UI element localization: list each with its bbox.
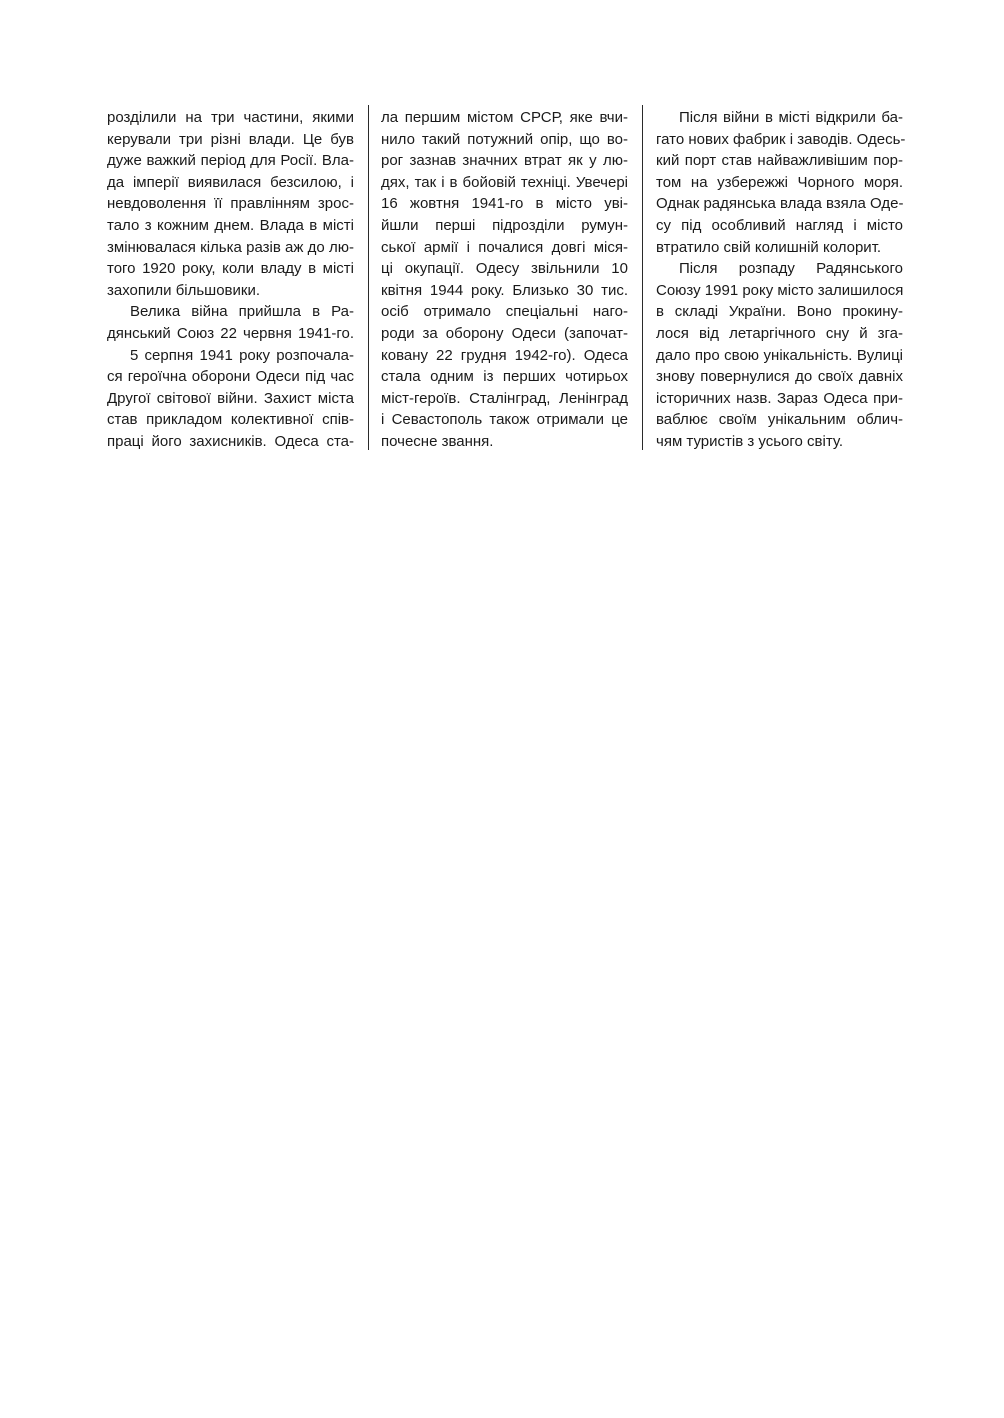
text-line: стала одним із перших чотирьох [381,368,628,386]
text-line: Однак радянська влада взяла Оде- [656,195,904,213]
text-line: да імперії виявилася безсилою, і [107,173,354,191]
text-line: тало з кожним днем. Влада в місті [107,216,354,234]
text-column-2 [381,107,628,453]
text-line: захопили більшовики. [107,281,261,299]
text-line: того 1920 року, коли владу в місті [107,260,354,278]
text-line: су під особливий нагляд і місто [656,216,903,234]
text-line: ської армії і почалися довгі міся- [381,238,628,256]
text-line: чям туристів з усього світу. [656,432,844,450]
text-line: міст-героїв. Сталінград, Ленінград [381,389,628,407]
text-line: осіб отримало спеціальні наго- [381,303,628,321]
text-line: рог зазнав значних втрат як у лю- [381,152,628,170]
text-line: квітня 1944 року. Близько 30 тис. [381,281,628,299]
text-line: ся героїчна оборони Одеси під час [107,368,354,386]
text-line: ла першим містом СРСР, яке вчи- [381,109,628,126]
text-line: Другої світової війни. Захист міста [107,389,354,407]
text-line: дях, так і в бойовій техніці. Увечері [381,173,628,191]
text-line: невдоволення її правлінням зрос- [107,195,354,213]
text-line: гато нових фабрик і заводів. Одесь- [656,130,906,148]
paragraph-start-line: 5 серпня 1941 року розпочала- [130,346,354,364]
text-line: історичних назв. Зараз Одеса при- [656,389,903,407]
text-column-1 [107,107,354,453]
text-line: керували три різні влади. Це був [107,130,354,148]
text-line: кий порт став найважливішим пор- [656,152,903,170]
text-line: в складі України. Воно прокину- [656,303,903,321]
text-line: змінювалася кілька разів аж до лю- [107,238,354,256]
text-line: знову повернулися до своїх давніх [656,368,903,386]
text-line: дуже важкий період для Росії. Вла- [107,152,354,170]
text-line: лося від летаргічного сну й зга- [656,324,903,342]
text-line: дянський Союз 22 червня 1941-го. [107,324,354,342]
paragraph-start-line: Після війни в місті відкрили ба- [679,109,903,126]
text-line: і Севастополь також отримали це [381,411,628,429]
text-line: Союзу 1991 року місто залишилося [656,281,904,299]
column-divider [368,105,369,450]
text-line: праці його захисників. Одеса ста- [107,432,354,450]
text-line: том на узбережжі Чорного моря. [656,173,903,191]
text-line: 16 жовтня 1941-го в місто уві- [381,195,628,213]
text-line: ці окупації. Одесу звільнили 10 [381,260,628,278]
text-line: нило такий потужний опір, що во- [381,130,628,148]
text-line: став прикладом колективної спів- [107,411,354,429]
paragraph-start-line: Велика війна прийшла в Ра- [130,303,354,321]
text-line: ваблює своїм унікальним облич- [656,411,903,429]
paragraph-start-line: Після розпаду Радянського [679,260,903,278]
text-line: роди за оборону Одеси (започат- [381,324,628,342]
column-divider [642,105,643,450]
text-line: втратило свій колишній колорит. [656,238,882,256]
text-line: йшли перші підрозділи румун- [381,216,628,234]
text-line: почесне звання. [381,432,494,450]
text-line: ковану 22 грудня 1942-го). Одеса [381,346,628,364]
text-line: дало про свою унікальність. Вулиці [656,346,903,364]
text-line: розділили на три частини, якими [107,109,354,126]
text-column-3 [656,107,906,453]
